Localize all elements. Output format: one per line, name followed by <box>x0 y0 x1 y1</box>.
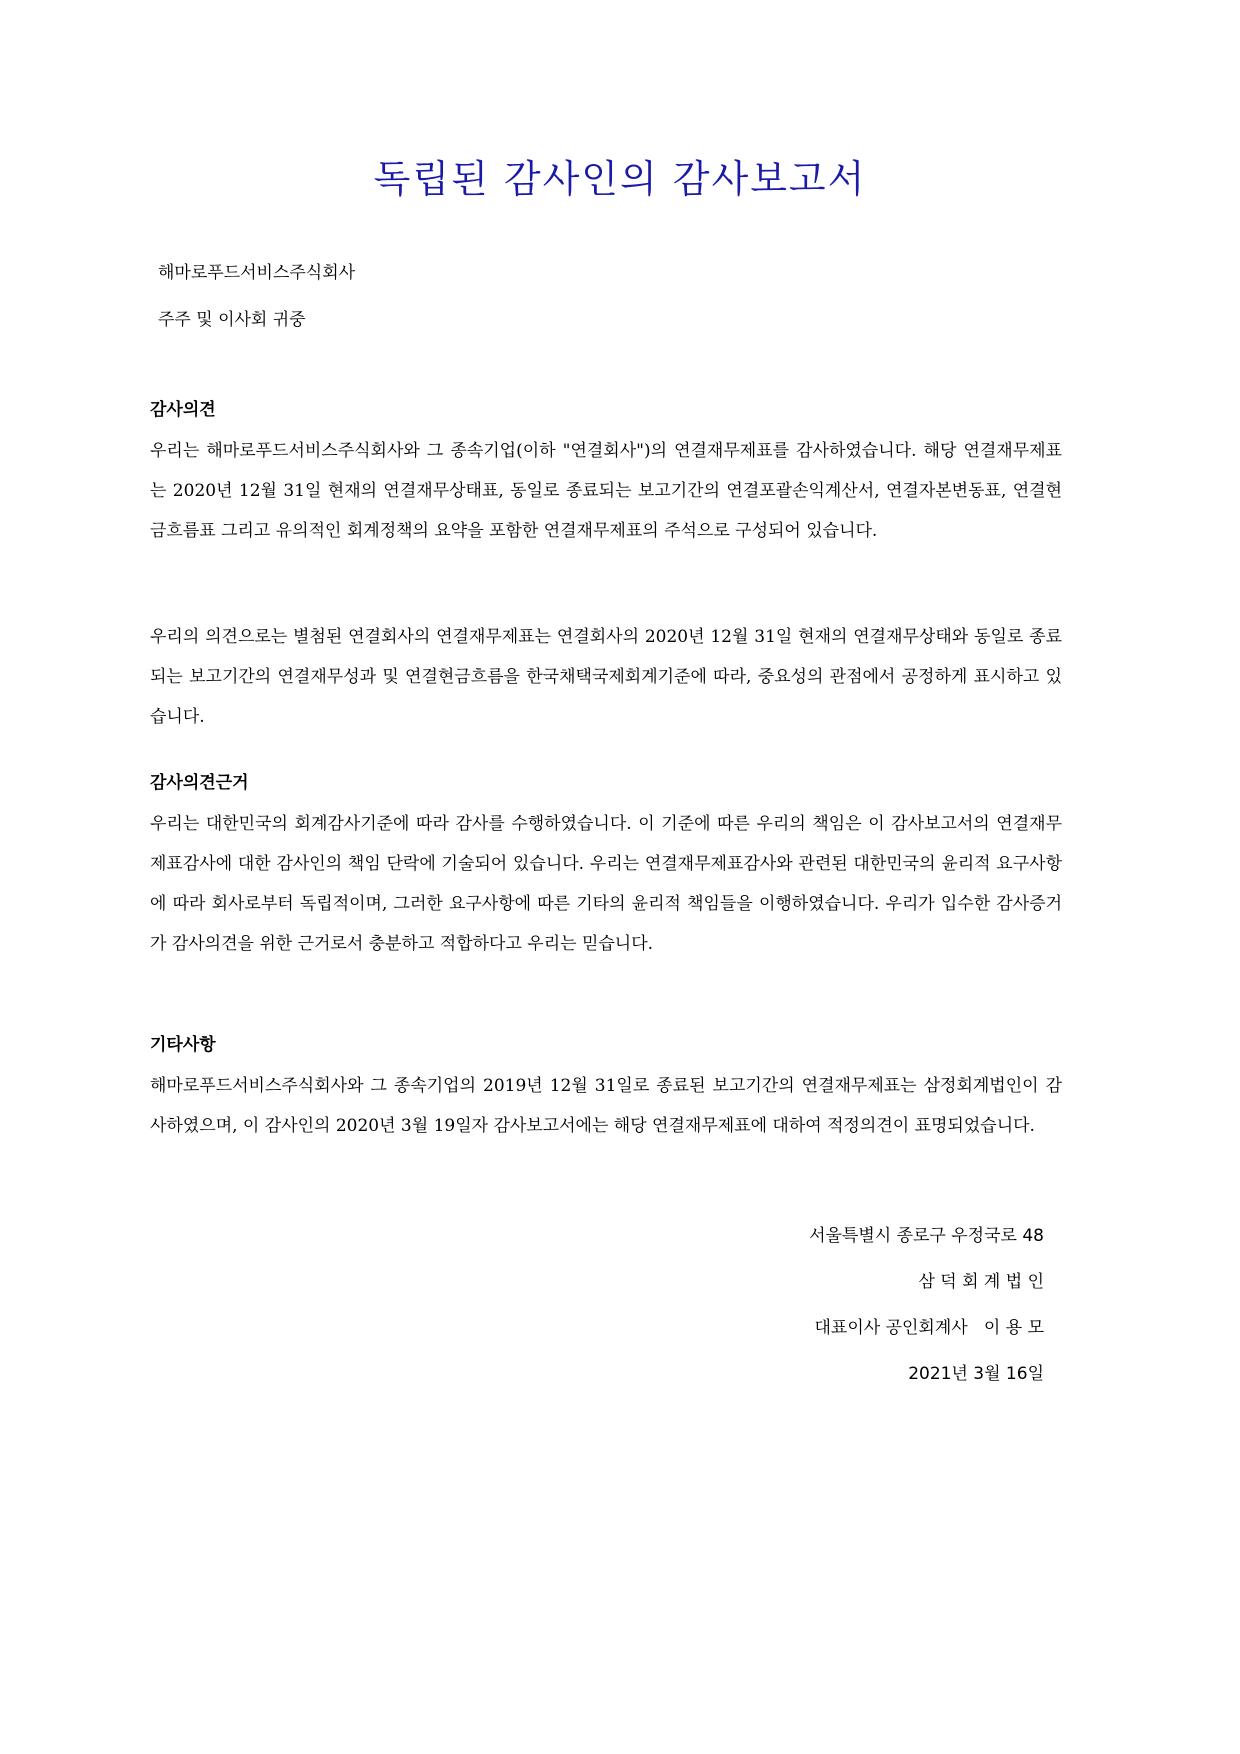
basis-paragraph: 우리는 대한민국의 회계감사기준에 따라 감사를 수행하였습니다. 이 기준에 따른 우리의 책임은 이 감사보고서의 연결재무제표감사에 대한 감사인의 책임 단락에 기술되어 있습니다. 우리는 연결재무제표감사와 관련된 대한민국의 윤리적 요구사항에 따라 회사로부터 독립적이며, 그러한 요구사항에 따른 기타의 윤리적 책임들을 이행하였습니다. 우리가 입수한 감사증거가 감사의견을 위한 근거로서 충분하고 적합하다고 우리는 믿습니다. <box>150 814 1062 954</box>
representative: 대표이사 공인회계사 이 용 모 <box>814 1318 1044 1338</box>
opinion-heading: 감사의견 <box>150 400 216 420</box>
other-matters-section <box>150 1028 1062 1146</box>
other-matters-paragraph: 해마로푸드서비스주식회사와 그 종속기업의 2019년 12월 31일로 종료된 보고기간의 연결재무제표는 삼정회계법인이 감사하였으며, 이 감사인의 2020년 3월 19일자 감사보고서에는 해당 연결재무제표에 대하여 적정의견이 표명되었습니다. <box>150 1076 1062 1136</box>
addressee-company: 해마로푸드서비스주식회사 <box>158 263 356 283</box>
firm-address: 서울특별시 종로구 우정국로 48 <box>809 1226 1044 1246</box>
firm-name: 삼 덕 회 계 법 인 <box>918 1272 1044 1292</box>
addressee-recipients: 주주 및 이사회 귀중 <box>158 310 306 330</box>
opinion-paragraph-2: 우리의 의견으로는 별첨된 연결회사의 연결재무제표는 연결회사의 2020년 12월 31일 현재의 연결재무상태와 동일로 종료되는 보고기간의 연결재무성과 및 연결현금흐름을 한국채택국제회계기준에 따라, 중요성의 관점에서 공정하게 표시하고 있습니다. <box>150 627 1062 727</box>
report-date: 2021년 3월 16일 <box>908 1364 1044 1384</box>
basis-heading: 감사의견근거 <box>150 773 249 793</box>
report-title: 독립된 감사인의 감사보고서 <box>373 157 867 201</box>
opinion-section <box>150 393 1062 551</box>
opinion-section-continued <box>150 617 1062 737</box>
signature-block <box>809 1213 1044 1397</box>
opinion-paragraph-1: 우리는 해마로푸드서비스주식회사와 그 종속기업(이하 "연결회사")의 연결재무제표를 감사하였습니다. 해당 연결재무제표는 2020년 12월 31일 현재의 연결재무상태표, 동일로 종료되는 보고기간의 연결포괄손익계산서, 연결자본변동표, 연결현금흐름표 그리고 유의적인 회계정책의 요약을 포함한 연결재무제표의 주석으로 구성되어 있습니다. <box>150 441 1062 541</box>
other-matters-heading: 기타사항 <box>150 1035 216 1055</box>
basis-section <box>150 766 1062 964</box>
